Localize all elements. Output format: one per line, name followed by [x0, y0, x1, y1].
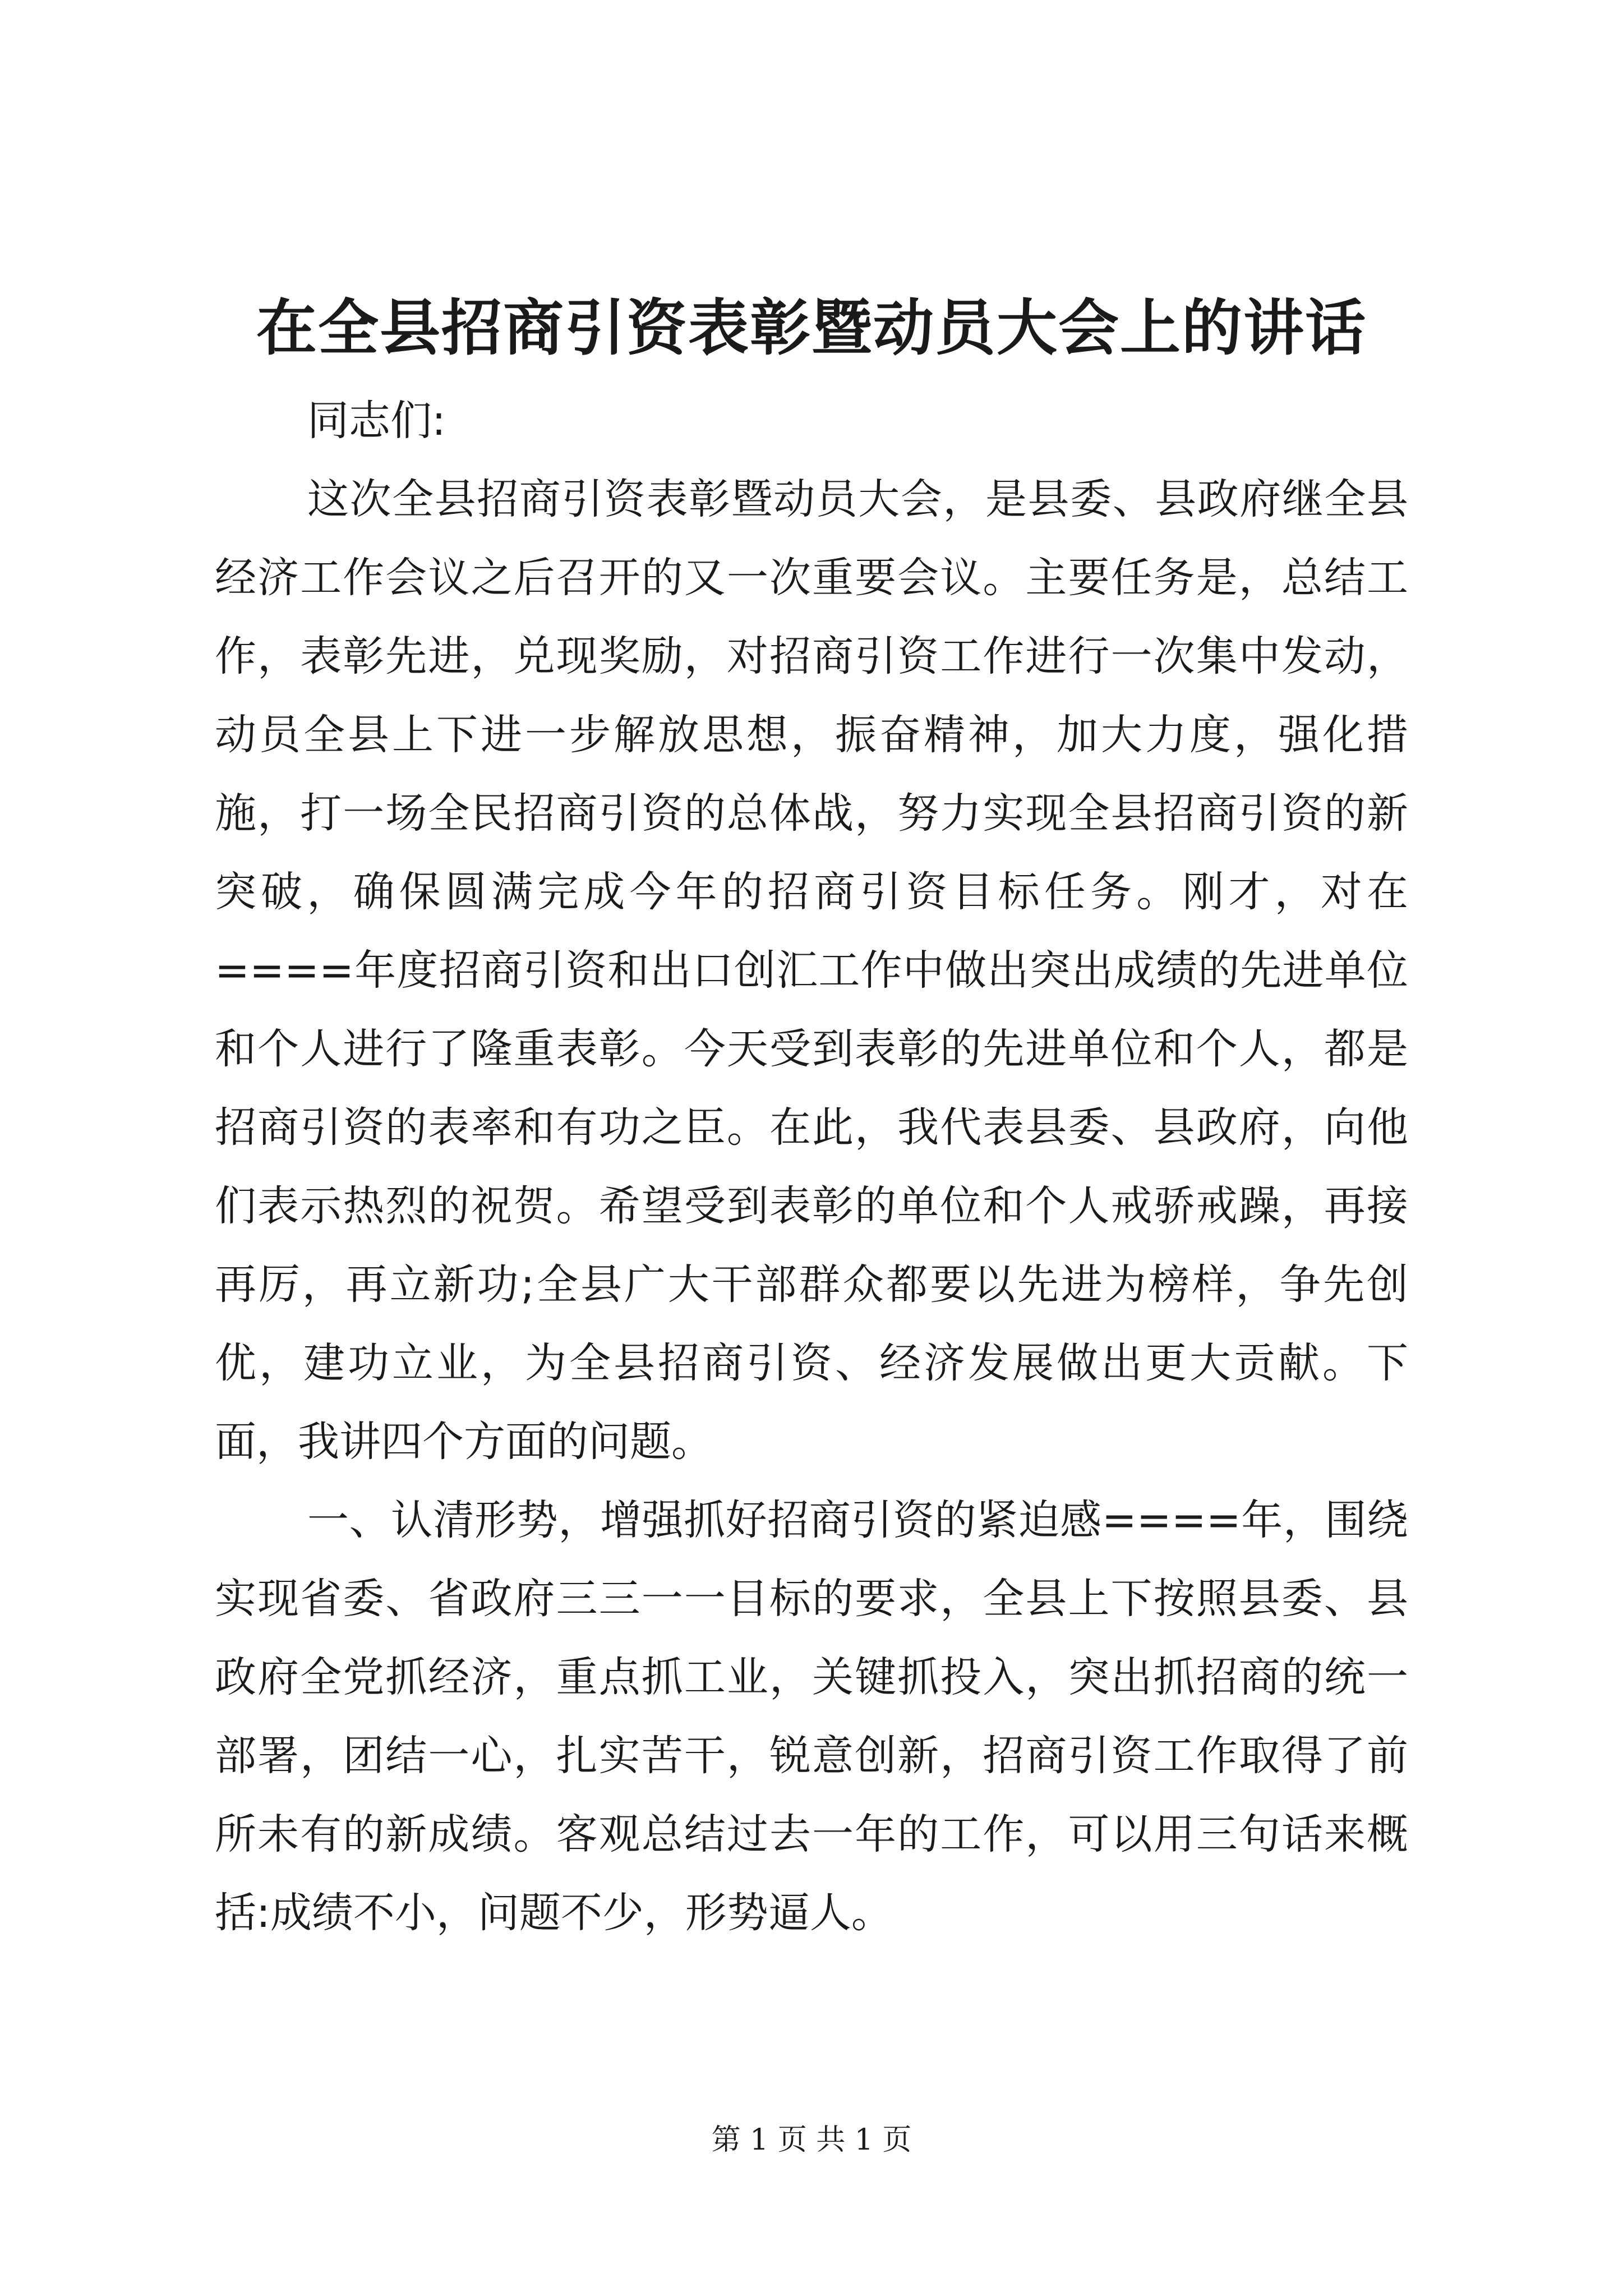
document-body	[215, 381, 1408, 1952]
paragraph-1: 这次全县招商引资表彰暨动员大会，是县委、县政府继全县经济工作会议之后召开的又一次重要会议。主要任务是，总结工作，表彰先进，兑现奖励，对招商引资工作进行一次集中发动，动员全县上下进一步解放思想，振奋精神，加大力度，强化措施，打一场全民招商引资的总体战，努力实现全县招商引资的新突破，确保圆满完成今年的招商引资目标任务。刚才，对在====年度招商引资和出口创汇工作中做出突出成绩的先进单位和个人进行了隆重表彰。今天受到表彰的先进单位和个人，都是招商引资的表率和有功之臣。在此，我代表县委、县政府，向他们表示热烈的祝贺。希望受到表彰的单位和个人戒骄戒躁，再接再厉，再立新功;全县广大干部群众都要以先进为榜样，争先创优，建功立业，为全县招商引资、经济发展做出更大贡献。下面，我讲四个方面的问题。	[215, 475, 1408, 1466]
page-number-footer: 第 1 页 共 1 页	[711, 2123, 912, 2157]
salutation: 同志们:	[307, 397, 446, 445]
paragraph-2: 一、认清形势，增强抓好招商引资的紧迫感====年，围绕实现省委、省政府三三一一目标的要求，全县上下按照县委、县政府全党抓经济，重点抓工业，关键抓投入，突出抓招商的统一部署，团结一心，扎实苦干，锐意创新，招商引资工作取得了前所未有的新成绩。客观总结过去一年的工作，可以用三句话来概括:成绩不小，问题不少，形势逼人。	[215, 1496, 1408, 1937]
document-title: 在全县招商引资表彰暨动员大会上的讲话	[256, 293, 1367, 364]
